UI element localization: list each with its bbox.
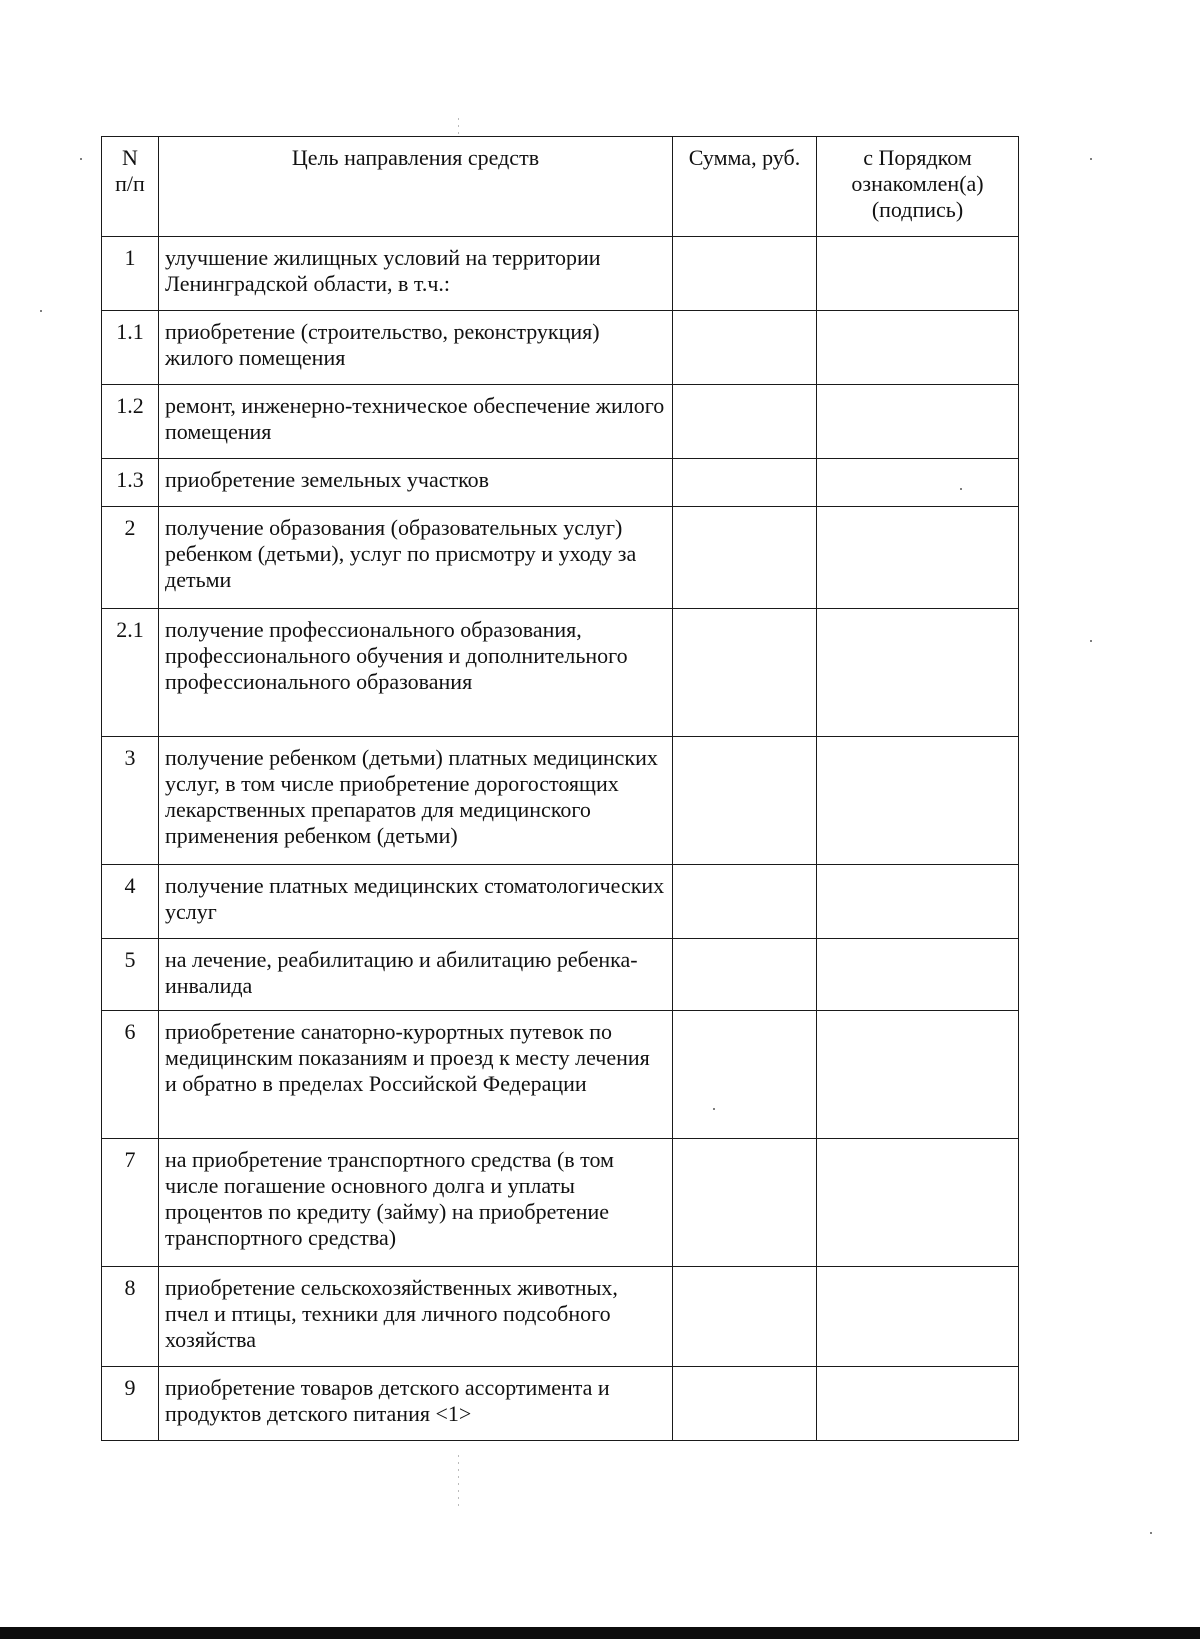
scan-speck	[1090, 158, 1092, 160]
row-number: 7	[102, 1139, 159, 1267]
row-number: 9	[102, 1367, 159, 1441]
row-signature-cell[interactable]	[817, 385, 1019, 459]
scan-speck	[1150, 1532, 1152, 1534]
row-sum-cell[interactable]	[673, 865, 817, 939]
row-sum-cell[interactable]	[673, 311, 817, 385]
row-signature-cell[interactable]	[817, 939, 1019, 1011]
table-row	[102, 1011, 1019, 1139]
row-sum-cell[interactable]	[673, 1011, 817, 1139]
table-row	[102, 1139, 1019, 1267]
row-number: 3	[102, 737, 159, 865]
row-goal: приобретение сельскохозяйственных животных, пчел и птицы, техники для личного подсобного хозяйства	[159, 1267, 673, 1367]
row-number: 1.1	[102, 311, 159, 385]
row-number: 6	[102, 1011, 159, 1139]
fold-mark-bottom	[458, 1455, 459, 1510]
row-signature-cell[interactable]	[817, 1367, 1019, 1441]
table-row	[102, 1367, 1019, 1441]
row-signature-cell[interactable]	[817, 237, 1019, 311]
row-sum-cell[interactable]	[673, 385, 817, 459]
row-signature-cell[interactable]	[817, 1267, 1019, 1367]
header-signature: с Порядком ознакомлен(а) (подпись)	[817, 137, 1019, 237]
row-sum-cell[interactable]	[673, 237, 817, 311]
row-signature-cell[interactable]	[817, 1011, 1019, 1139]
header-sum: Сумма, руб.	[673, 137, 817, 237]
row-goal: приобретение (строительство, реконструкция) жилого помещения	[159, 311, 673, 385]
row-sum-cell[interactable]	[673, 507, 817, 609]
row-number: 5	[102, 939, 159, 1011]
row-number: 1	[102, 237, 159, 311]
row-signature-cell[interactable]	[817, 507, 1019, 609]
row-signature-cell[interactable]	[817, 459, 1019, 507]
table-row	[102, 385, 1019, 459]
table-row	[102, 237, 1019, 311]
header-number: N п/п	[102, 137, 159, 237]
row-number: 2	[102, 507, 159, 609]
table-row	[102, 311, 1019, 385]
row-goal: получение образования (образовательных услуг) ребенком (детьми), услуг по присмотру и уходу за детьми	[159, 507, 673, 609]
row-goal: на лечение, реабилитацию и абилитацию ребенка-инвалида	[159, 939, 673, 1011]
row-sum-cell[interactable]	[673, 609, 817, 737]
table-header-row	[102, 137, 1019, 237]
table-row	[102, 507, 1019, 609]
table-row	[102, 737, 1019, 865]
row-sum-cell[interactable]	[673, 1267, 817, 1367]
table-row	[102, 865, 1019, 939]
row-goal: получение платных медицинских стоматологических услуг	[159, 865, 673, 939]
scan-speck	[1090, 640, 1092, 642]
row-signature-cell[interactable]	[817, 737, 1019, 865]
scan-speck	[80, 158, 82, 160]
table-row	[102, 1267, 1019, 1367]
row-sum-cell[interactable]	[673, 459, 817, 507]
row-number: 1.3	[102, 459, 159, 507]
scan-edge-bar	[0, 1627, 1200, 1639]
row-goal: получение ребенком (детьми) платных медицинских услуг, в том числе приобретение дорогостоящих лекарственных препаратов для медицинского применения ребенком (детьми)	[159, 737, 673, 865]
row-sum-cell[interactable]	[673, 1367, 817, 1441]
row-signature-cell[interactable]	[817, 1139, 1019, 1267]
row-number: 1.2	[102, 385, 159, 459]
row-number: 2.1	[102, 609, 159, 737]
table-row	[102, 609, 1019, 737]
row-signature-cell[interactable]	[817, 311, 1019, 385]
row-goal: на приобретение транспортного средства (в том числе погашение основного долга и уплаты процентов по кредиту (займу) на приобретение транспортного средства)	[159, 1139, 673, 1267]
row-goal: приобретение санаторно-курортных путевок по медицинским показаниям и проезд к месту лечения и обратно в пределах Российской Федерации	[159, 1011, 673, 1139]
row-number: 4	[102, 865, 159, 939]
scan-speck	[40, 310, 42, 312]
row-sum-cell[interactable]	[673, 1139, 817, 1267]
row-sum-cell[interactable]	[673, 737, 817, 865]
row-goal: приобретение земельных участков	[159, 459, 673, 507]
row-number: 8	[102, 1267, 159, 1367]
row-goal: приобретение товаров детского ассортимента и продуктов детского питания <1>	[159, 1367, 673, 1441]
header-goal: Цель направления средств	[159, 137, 673, 237]
funds-direction-table	[101, 136, 1019, 1441]
row-goal: ремонт, инженерно-техническое обеспечение жилого помещения	[159, 385, 673, 459]
row-signature-cell[interactable]	[817, 865, 1019, 939]
table-row	[102, 939, 1019, 1011]
row-signature-cell[interactable]	[817, 609, 1019, 737]
row-goal: получение профессионального образования, профессионального обучения и дополнительного профессионального образования	[159, 609, 673, 737]
row-goal: улучшение жилищных условий на территории Ленинградской области, в т.ч.:	[159, 237, 673, 311]
fold-mark-top	[458, 118, 459, 136]
row-sum-cell[interactable]	[673, 939, 817, 1011]
table-row	[102, 459, 1019, 507]
